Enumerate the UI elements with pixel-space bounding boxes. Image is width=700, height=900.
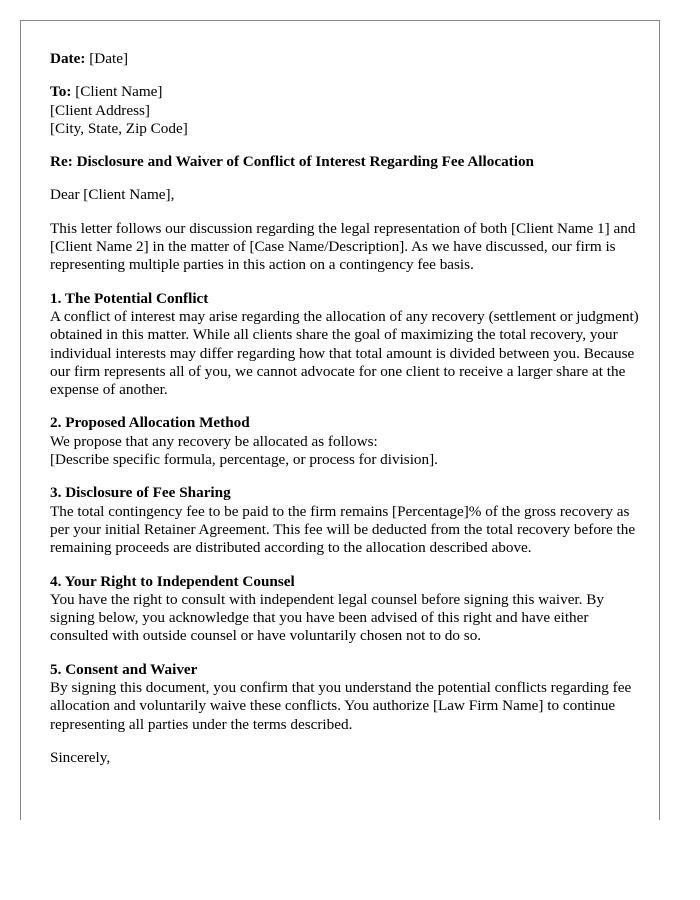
recipient-city: [City, State, Zip Code] (50, 119, 188, 137)
section-independent-counsel (50, 573, 640, 646)
section-heading: 4. Your Right to Independent Counsel (50, 572, 295, 590)
section-body: We propose that any recovery be allocated as follows: (50, 432, 378, 450)
section-allocation-method (50, 414, 640, 469)
section-potential-conflict (50, 290, 640, 400)
section-body: A conflict of interest may arise regarding the allocation of any recovery (settlement or judgment) obtained in this matter. While all clients share the goal of maximizing the total recovery, your individual interests may differ regarding how that total amount is divided between you. Because our firm represents all of you, we cannot advocate for one client to receive a larger share at the expense of another. (50, 307, 639, 399)
letter-body (50, 50, 640, 782)
salutation: Dear [Client Name], (50, 186, 175, 204)
date-line (50, 50, 640, 68)
recipient-name-line (50, 83, 640, 101)
recipient-address: [Client Address] (50, 101, 150, 119)
section-heading: 1. The Potential Conflict (50, 289, 209, 307)
section-body: You have the right to consult with independent legal counsel before signing this waiver. By signing below, you acknowledge that you have been advised of this right and have either consulted with outside counsel or have voluntarily chosen not to do so. (50, 590, 604, 645)
section-heading: 5. Consent and Waiver (50, 660, 198, 678)
section-fee-sharing (50, 484, 640, 557)
to-label: To: (50, 83, 72, 101)
section-heading: 2. Proposed Allocation Method (50, 414, 250, 432)
recipient-name: [Client Name] (75, 83, 163, 101)
section-heading: 3. Disclosure of Fee Sharing (50, 484, 231, 502)
closing: Sincerely, (50, 748, 111, 766)
section-body-placeholder: [Describe specific formula, percentage, or process for division]. (50, 451, 438, 469)
date-value: [Date] (89, 50, 129, 67)
recipient-block (50, 83, 640, 138)
section-body: By signing this document, you confirm that you understand the potential conflicts regarding fee allocation and voluntarily waive these conflicts. You authorize [Law Firm Name] to continue representing all parties under the terms described. (50, 679, 632, 733)
subject-line: Re: Disclosure and Waiver of Conflict of Interest Regarding Fee Allocation (50, 153, 534, 171)
intro-paragraph: This letter follows our discussion regarding the legal representation of both [Client Name 1] and [Client Name 2] in the matter of [Case Name/Description]. As we have discussed, our firm is representing multiple parties in this action on a contingency fee basis. (50, 219, 636, 274)
section-body: The total contingency fee to be paid to the firm remains [Percentage]% of the gross recovery as per your initial Retainer Agreement. This fee will be deducted from the total recovery before the remaining proceeds are distributed according to the allocation described above. (50, 502, 636, 557)
date-label: Date: (50, 50, 86, 67)
section-consent-waiver (50, 661, 640, 734)
letter-page (20, 20, 660, 820)
